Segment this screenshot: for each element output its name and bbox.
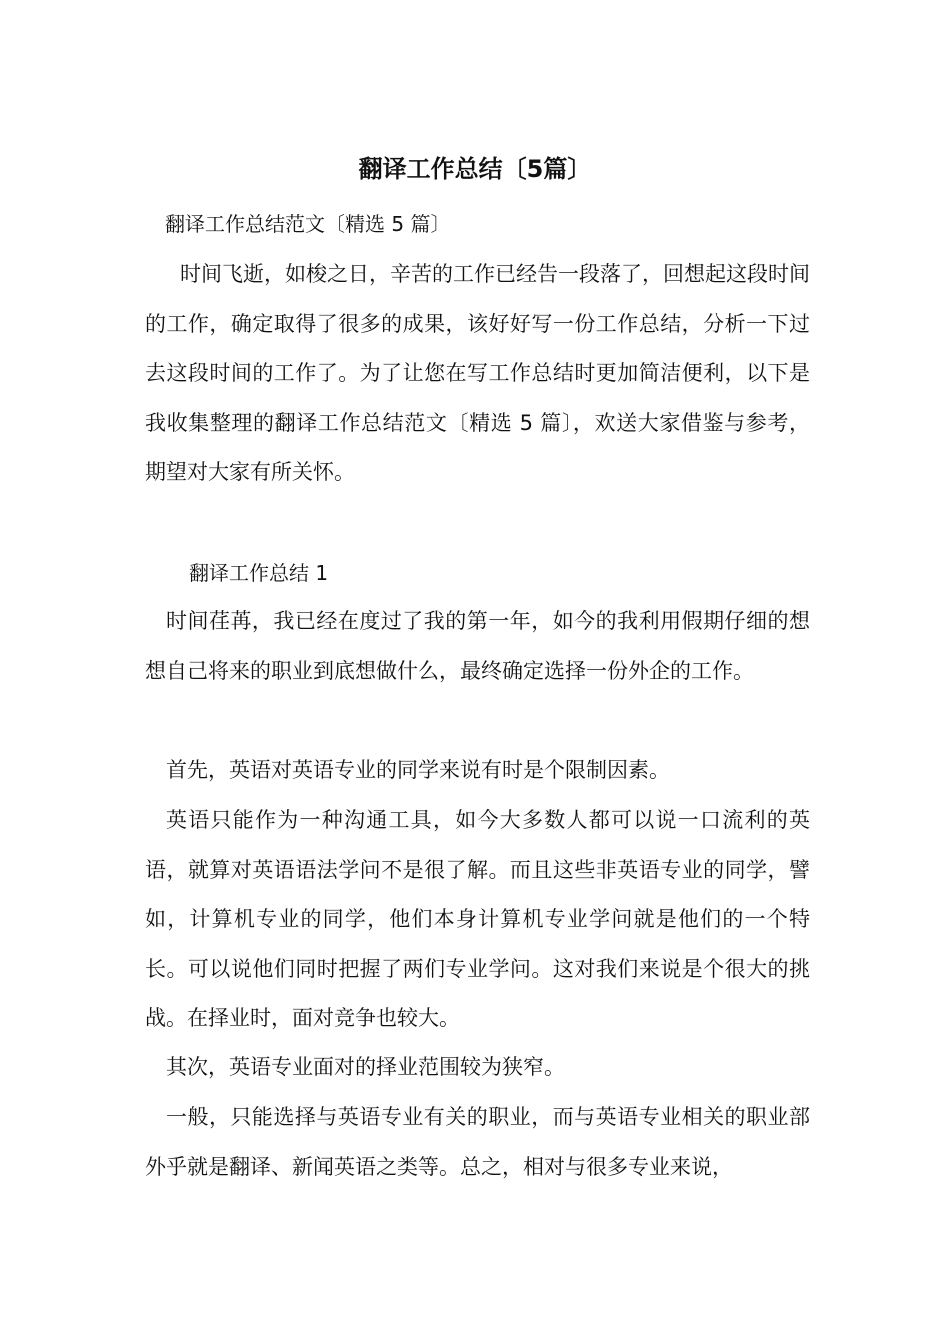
- document-title: 翻译工作总结〔5篇〕: [358, 155, 592, 183]
- body-paragraph: 首先，英语对英语专业的同学来说有时是个限制因素。: [166, 758, 670, 782]
- intro-paragraph: 时间飞逝，如梭之日，辛苦的工作已经告一段落了，回想起这段时间的工作，确定取得了很多的成果，该好好写一份工作总结，分析一下过去这段时间的工作了。为了让您在写工作总结时更加简洁便利，以下是我收集整理的翻译工作总结范文〔精选 5 篇〕，欢送大家借鉴与参考，期望对大家有所关怀。: [145, 262, 810, 484]
- body-paragraph: 英语只能作为一种沟通工具，如今大多数人都可以说一口流利的英语，就算对英语语法学问不是很了解。而且这些非英语专业的同学，譬如，计算机专业的同学，他们本身计算机专业学问就是他们的一个特长。可以说他们同时把握了两们专业学问。这对我们来说是个很大的挑战。在择业时，面对竞争也较大。: [145, 808, 810, 1030]
- body-paragraph: 一般，只能选择与英语专业有关的职业，而与英语专业相关的职业部外乎就是翻译、新闻英语之类等。总之，相对与很多专业来说，: [145, 1105, 810, 1179]
- document-subtitle: 翻译工作总结范文〔精选 5 篇〕: [165, 212, 451, 236]
- section-heading: 翻译工作总结 1: [189, 561, 329, 585]
- body-paragraph: 其次，英语专业面对的择业范围较为狭窄。: [166, 1055, 565, 1079]
- body-paragraph: 时间荏苒，我已经在度过了我的第一年，如今的我利用假期仔细的想想自己将来的职业到底想做什么，最终确定选择一份外企的工作。: [145, 609, 810, 683]
